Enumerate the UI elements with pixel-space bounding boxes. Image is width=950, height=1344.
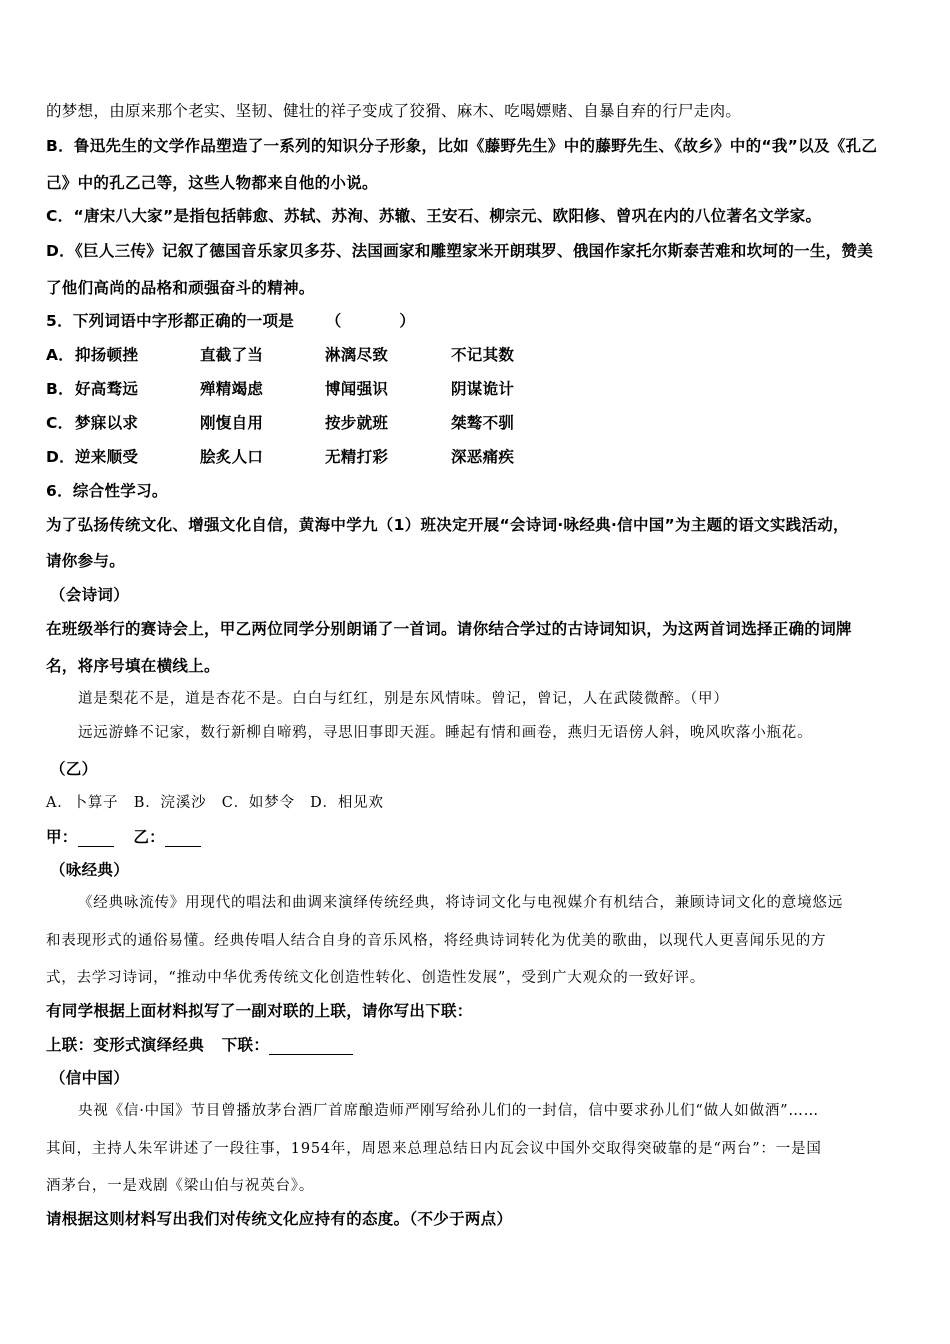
q5-option-word: 逆来顺受 — [75, 448, 139, 466]
classics-paragraph-line1: 《经典咏流传》用现代的唱法和曲调来演绎传统经典，将诗词文化与电视媒介有机结合，兼顾诗词文化的意境悠远 — [78, 895, 843, 911]
answer-yi-blank[interactable] — [165, 830, 201, 847]
q5-option-word: 不记其数 — [451, 346, 515, 364]
q5-option-label: A． — [46, 346, 75, 364]
q5-option-c — [46, 413, 646, 433]
poem-yi-tag: （乙） — [50, 760, 98, 778]
q5-option-word: 抑扬顿挫 — [75, 346, 139, 364]
poem-jia: 道是梨花不是，道是杏花不是。白白与红红，别是东风情味。曾记，曾记，人在武陵微醉。（甲） — [78, 691, 729, 707]
q5-answer-paren-close: ） — [399, 312, 416, 330]
q5-option-word: 深恶痛疾 — [451, 448, 515, 466]
classics-paragraph-line3: 式，去学习诗词，“推动中华优秀传统文化创造性转化、创造性发展”，受到广大观众的一致好评。 — [46, 970, 706, 986]
q5-option-label: C． — [46, 414, 74, 432]
q4-option-b-line1: B．鲁迅先生的文学作品塑造了一系列的知识分子形象，比如《藤野先生》中的藤野先生、《故乡》中的“我”以及《孔乙 — [46, 137, 878, 155]
couplet-lower-label: 下联： — [221, 1036, 270, 1054]
q5-option-word: 刚愎自用 — [200, 414, 264, 432]
q5-option-word: 脍炙人口 — [200, 448, 264, 466]
q5-option-label: D． — [46, 448, 75, 466]
q5-option-word: 殚精竭虑 — [200, 380, 264, 398]
q6-intro-line1: 为了弘扬传统文化、增强文化自信，黄海中学九（1）班决定开展“会诗词·咏经典·信中国”为主题的语文实践活动， — [46, 516, 849, 534]
couplet-upper: 上联：变形式演绎经典 — [46, 1036, 205, 1054]
q4-option-d-line1: D．《巨人三传》记叙了德国音乐家贝多芬、法国画家和雕塑家米开朗琪罗、俄国作家托尔斯泰苦难和坎坷的一生，赞美 — [46, 242, 874, 260]
letter-paragraph-line1: 央视《信·中国》节目曾播放茅台酒厂首席酿造师严刚写给孙儿们的一封信，信中要求孙儿们“做人如做酒”…… — [78, 1103, 819, 1119]
answer-jia-blank[interactable] — [78, 830, 114, 847]
q4-option-c: C．“唐宋八大家”是指包括韩愈、苏轼、苏洵、苏辙、王安石、柳宗元、欧阳修、曾巩在内的八位著名文学家。 — [46, 207, 822, 225]
q6-section-title-letter: （信中国） — [50, 1069, 130, 1087]
couplet-line — [46, 1035, 353, 1055]
q6-section1-line2: 名，将序号填在横线上。 — [46, 657, 220, 675]
q5-stem — [46, 311, 415, 331]
cipai-answer-line — [46, 827, 201, 847]
q5-option-word: 按步就班 — [325, 414, 389, 432]
q5-option-word: 桀骜不驯 — [451, 414, 515, 432]
poem-yi: 远远游蜂不记家，数行新柳自啼鸦，寻思旧事即天涯。睡起有情和画卷，燕归无语傍人斜，晚风吹落小瓶花。 — [78, 725, 813, 741]
q5-option-d — [46, 447, 646, 467]
classics-paragraph-line2: 和表现形式的通俗易懂。经典传唱人结合自身的音乐风格，将经典诗词转化为优美的歌曲，以现代人更喜闻乐见的方 — [46, 933, 827, 949]
letter-paragraph-line3: 酒茅台，一是戏剧《梁山伯与祝英台》。 — [46, 1178, 315, 1194]
q6-section1-line1: 在班级举行的赛诗会上，甲乙两位同学分别朗诵了一首词。请你结合学过的古诗词知识，为这两首词选择正确的词牌 — [46, 620, 852, 638]
answer-yi-label: 乙： — [133, 828, 165, 846]
q5-option-a — [46, 345, 646, 365]
q6-section-title-poetry: （会诗词） — [50, 586, 130, 604]
letter-paragraph-line2: 其间，主持人朱军讲述了一段往事，1954年，周恩来总理总结日内瓦会议中国外交取得突破靠的是“两台”：一是国 — [46, 1141, 822, 1157]
q5-answer-paren-open: （ — [325, 312, 342, 330]
q5-option-label: B． — [46, 380, 74, 398]
q5-option-word: 好高骛远 — [75, 380, 139, 398]
q5-option-word: 梦寐以求 — [75, 414, 139, 432]
q4-option-d-line2: 了他们高尚的品格和顽强奋斗的精神。 — [46, 279, 315, 297]
answer-jia-label: 甲： — [46, 828, 78, 846]
q6-stem: 6．综合性学习。 — [46, 482, 168, 500]
q5-option-b — [46, 379, 646, 399]
q5-option-word: 阴谋诡计 — [451, 380, 515, 398]
q5-option-word: 淋漓尽致 — [325, 346, 389, 364]
q6-section-title-classics: （咏经典） — [50, 861, 130, 879]
letter-task: 请根据这则材料写出我们对传统文化应持有的态度。（不少于两点） — [46, 1210, 513, 1228]
cipai-options: A．卜算子 B．浣溪沙 C．如梦令 D．相见欢 — [46, 795, 384, 811]
couplet-task: 有同学根据上面材料拟写了一副对联的上联，请你写出下联： — [46, 1002, 473, 1020]
q5-option-word: 直截了当 — [200, 346, 264, 364]
q6-intro-line2: 请你参与。 — [46, 552, 126, 570]
q5-stem-text: 5．下列词语中字形都正确的一项是 — [46, 312, 295, 330]
q5-option-word: 博闻强识 — [325, 380, 389, 398]
q4-option-b-line2: 己》中的孔乙己等，这些人物都来自他的小说。 — [46, 174, 378, 192]
q5-option-word: 无精打彩 — [325, 448, 389, 466]
q4-option-a-continuation: 的梦想，由原来那个老实、坚韧、健壮的祥子变成了狡猾、麻木、吃喝嫖赌、自暴自弃的行尸走肉。 — [46, 102, 742, 120]
couplet-lower-blank[interactable] — [269, 1038, 353, 1055]
